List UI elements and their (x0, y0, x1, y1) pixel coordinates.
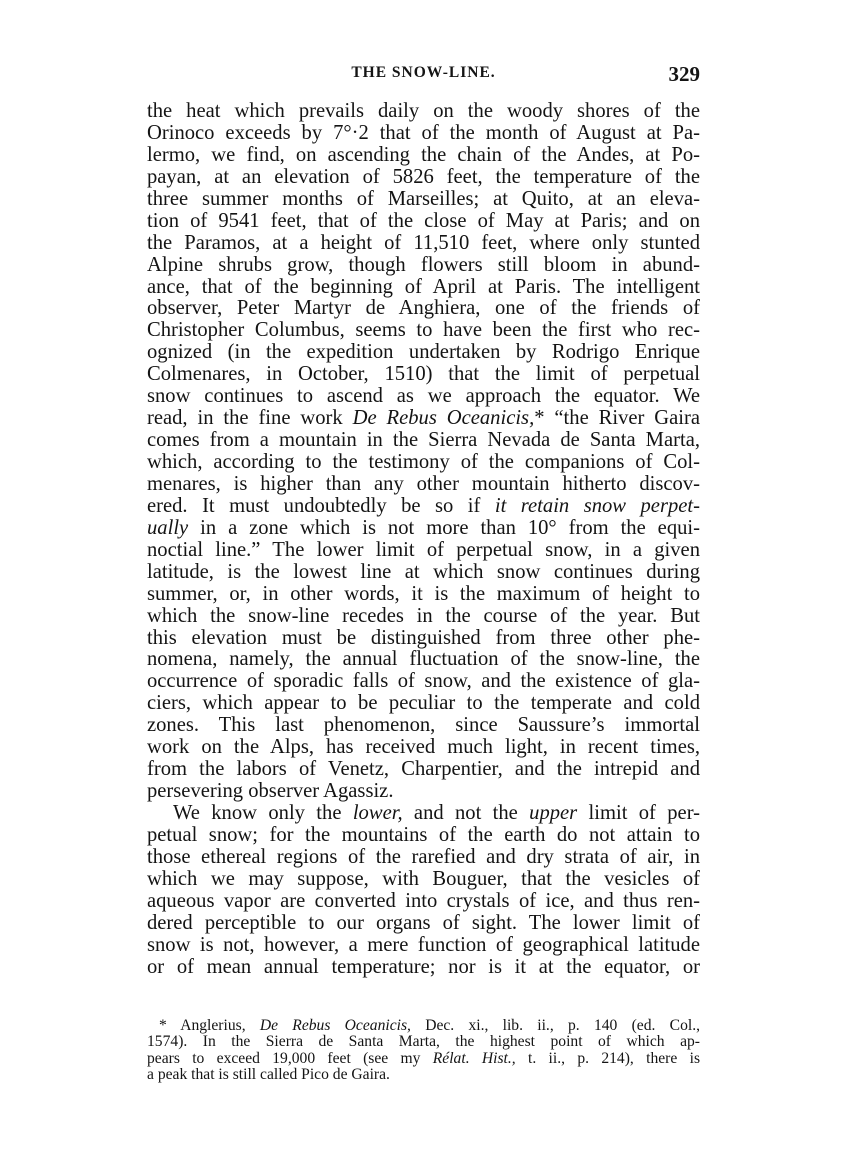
body-text-line: ually in a zone which is not more than 10° from the equi- (147, 516, 700, 539)
footnote-line: a peak that is still called Pico de Gaira. (147, 1065, 390, 1083)
body-text-line: Christopher Columbus, seems to have been the first who rec- (147, 319, 700, 342)
body-text-line: this elevation must be distinguished from three other phe- (147, 626, 700, 649)
body-text-line: aqueous vapor are converted into crystals of ice, and thus ren- (147, 889, 700, 912)
body-text-line: tion of 9541 feet, that of the close of May at Paris; and on (147, 209, 700, 232)
body-text-line: which we may suppose, with Bouguer, that the vesicles of (147, 867, 700, 890)
body-text-line: Alpine shrubs grow, though flowers still bloom in abund- (147, 253, 700, 276)
running-title: THE SNOW-LINE. (351, 64, 496, 81)
body-text-line: ance, that of the beginning of April at Paris. The intelligent (147, 275, 700, 298)
body-text-line: snow continues to ascend as we approach the equator. We (147, 385, 700, 408)
body-text-line: those ethereal regions of the rarefied and dry strata of air, in (147, 845, 700, 868)
body-text-line: three summer months of Marseilles; at Quito, at an eleva- (147, 187, 700, 210)
footnote (147, 1018, 700, 1083)
body-text-line: payan, at an elevation of 5826 feet, the temperature of the (147, 165, 700, 188)
body-text-line: snow is not, however, a mere function of geographical latitude (147, 933, 700, 956)
footnote-line: 1574). In the Sierra de Santa Marta, the highest point of which ap- (147, 1033, 700, 1051)
italic-text: ually (147, 516, 189, 539)
body-text-line: ognized (in the expedition undertaken by Rodrigo Enrique (147, 341, 700, 364)
body-text-line: work on the Alps, has received much light, in recent times, (147, 736, 700, 759)
body-text-line: petual snow; for the mountains of the earth do not attain to (147, 823, 700, 846)
italic-text: De Rebus Oceanicis, (259, 1017, 411, 1034)
body-text-line: summer, or, in other words, it is the maximum of height to (147, 582, 700, 605)
italic-text: Rélat. Hist., (432, 1049, 516, 1067)
page-number: 329 (668, 62, 700, 86)
italic-text: upper (529, 802, 578, 824)
body-text-line: ciers, which appear to be peculiar to the temperate and cold (147, 692, 700, 715)
body-text-line: the heat which prevails daily on the woody shores of the (147, 100, 700, 122)
body-text-line: ered. It must undoubtedly be so if it retain snow perpet- (147, 494, 700, 517)
body-text-line: latitude, is the lowest line at which snow continues during (147, 560, 700, 583)
body-text (147, 101, 700, 979)
body-text-line: zones. This last phenomenon, since Saussure’s immortal (147, 714, 700, 737)
body-text-line: from the labors of Venetz, Charpentier, and the intrepid and (147, 758, 700, 781)
body-text-line: menares, is higher than any other mountain hitherto discov- (147, 472, 700, 495)
body-text-line: or of mean annual temperature; nor is it at the equator, or (147, 955, 700, 978)
running-head (147, 62, 700, 88)
footnote-line: * Anglerius, De Rebus Oceanicis, Dec. xi., lib. ii., p. 140 (ed. Col., (159, 1017, 700, 1034)
body-text-line: Orinoco exceeds by 7°·2 that of the month of August at Pa- (147, 121, 700, 144)
body-text-line: observer, Peter Martyr de Anghiera, one of the friends of (147, 297, 700, 320)
italic-text: it retain snow perpet- (494, 494, 700, 517)
body-text-line: which, according to the testimony of the companions of Col- (147, 451, 700, 473)
body-text-line: dered perceptible to our organs of sight. The lower limit of (147, 911, 700, 934)
italic-text: lower, (352, 802, 403, 824)
body-text-line: We know only the lower, and not the upper limit of per- (173, 802, 700, 824)
body-text-line: which the snow-line recedes in the course of the year. But (147, 604, 700, 627)
body-text-line: nomena, namely, the annual fluctuation of the snow-line, the (147, 648, 700, 671)
body-text-line: read, in the fine work De Rebus Oceanicis,* “the River Gaira (147, 407, 700, 430)
body-text-line: persevering observer Agassiz. (147, 780, 394, 803)
italic-text: De Rebus Oceanicis, (352, 407, 535, 430)
body-text-line: Colmenares, in October, 1510) that the limit of perpetual (147, 363, 700, 386)
body-text-line: noctial line.” The lower limit of perpetual snow, in a given (147, 538, 700, 561)
footnote-line: pears to exceed 19,000 feet (see my Rélat. Hist., t. ii., p. 214), there is (147, 1049, 701, 1067)
body-text-line: comes from a mountain in the Sierra Nevada de Santa Marta, (147, 429, 700, 452)
body-text-line: occurrence of sporadic falls of snow, and the existence of gla- (147, 670, 700, 693)
body-text-line: lermo, we find, on ascending the chain of the Andes, at Po- (147, 143, 700, 166)
body-text-line: the Paramos, at a height of 11,510 feet, where only stunted (147, 231, 700, 254)
